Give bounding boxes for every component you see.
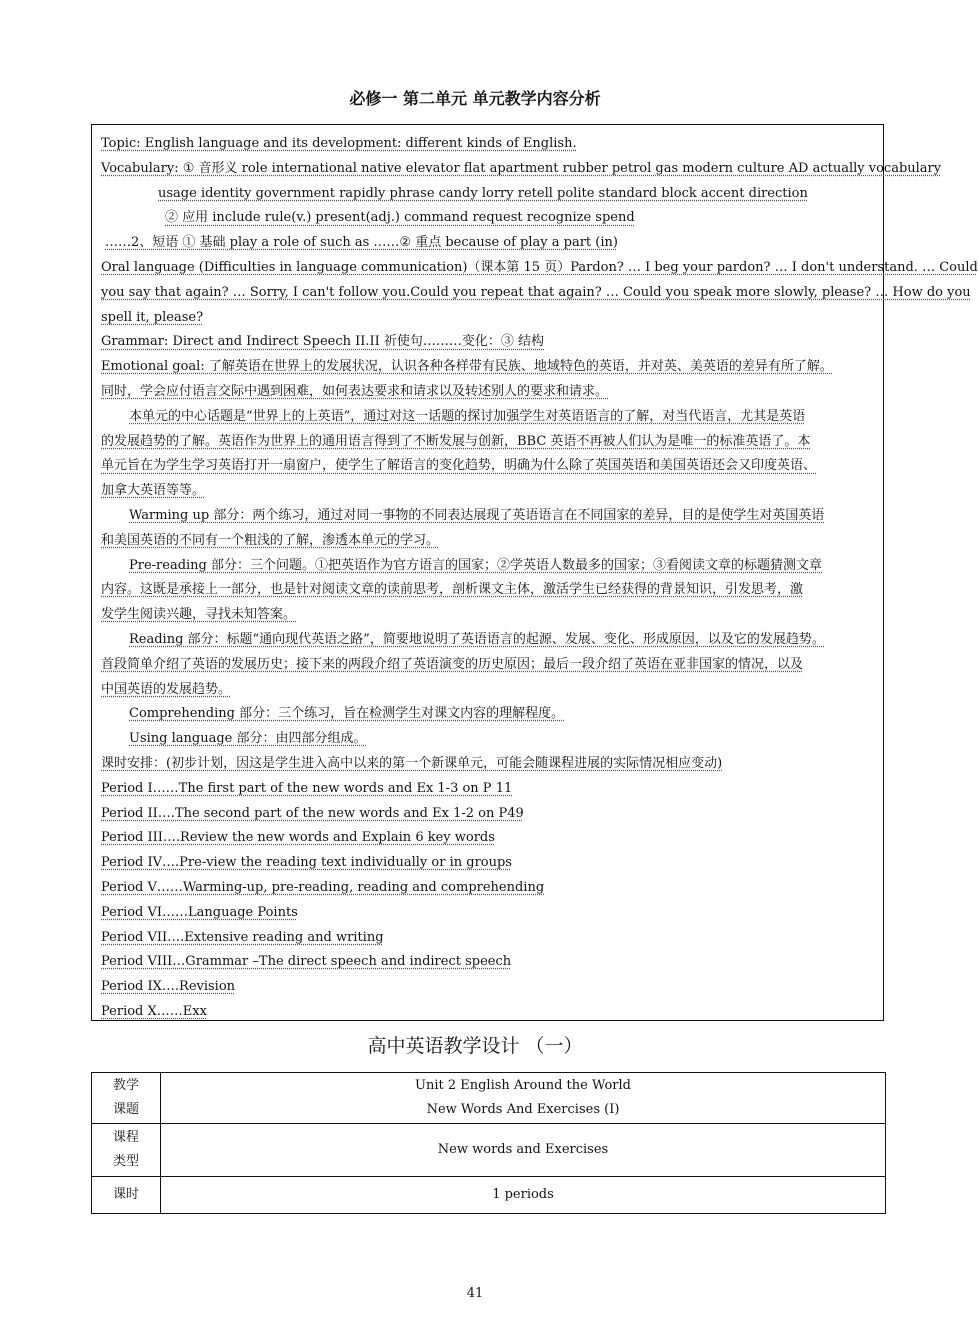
vocabulary-line: Vocabulary: ① 音形义 role international native elevator flat apartment rubber petrol gas modern culture AD actually vocabulary <box>101 160 942 176</box>
label-text: 课程 <box>112 1130 139 1145</box>
center-topic-paragraph: 本单元的中心话题是“世界上的上英语”，通过对这一话题的探讨加强学生对英语语言的了解，对当代语言，尤其是英语 <box>129 408 806 424</box>
periods-label: 课时 <box>92 1177 161 1214</box>
period-item: Period X……Exx <box>101 1003 207 1019</box>
pre-reading-paragraph: 内容。这既是承接上一部分，也是针对阅读文章的读前思考，剖析课文主体，激活学生已经获得的背景知识，引发思考，激 <box>101 582 804 598</box>
phrases-line: ……2、短语 ① 基础 play a role of such as ……② 重点 because of play a part (in) <box>105 235 618 251</box>
period-item: Period VI……Language Points <box>101 904 298 920</box>
period-item: Period VII….Extensive reading and writing <box>101 929 384 945</box>
course-type-value: New words and Exercises <box>161 1124 886 1177</box>
pre-reading-paragraph: 发学生阅读兴趣，寻找未知答案。 <box>101 607 297 623</box>
center-topic-paragraph: 的发展趋势的了解。英语作为世界上的通用语言得到了不断发展与创新，BBC 英语不再被人们认为是唯一的标准英语了。本 <box>101 433 811 449</box>
lesson-topic-value <box>161 1073 886 1124</box>
emotional-goal-line: Emotional goal: 了解英语在世界上的发展状况，认识各种各样带有民族、地域特色的英语，并对英、美英语的差异有所了解。 <box>101 359 833 375</box>
period-item: Period V……Warming-up, pre-reading, reading and comprehending <box>101 879 545 895</box>
label-text: 类型 <box>112 1154 139 1169</box>
using-language-line: Using language 部分：由四部分组成。 <box>129 731 367 747</box>
grammar-line: Grammar: Direct and Indirect Speech II.II 祈使句………变化：③ 结构 <box>101 334 545 350</box>
period-item: Period II….The second part of the new words and Ex 1-2 on P49 <box>101 805 524 821</box>
period-item: Period VIII…Grammar –The direct speech and indirect speech <box>101 954 512 970</box>
center-topic-paragraph: 加拿大英语等等。 <box>101 483 206 499</box>
comprehending-line: Comprehending 部分：三个练习，旨在检测学生对课文内容的理解程度。 <box>129 706 565 722</box>
emotional-goal-line: 同时，学会应付语言交际中遇到困难，如何表达要求和请求以及转述别人的要求和请求。 <box>101 383 609 399</box>
table-row <box>92 1124 886 1177</box>
center-topic-paragraph: 单元旨在为学生学习英语打开一扇窗户，使学生了解语言的变化趋势，明确为什么除了英国英语和美国英语还会又印度英语、 <box>101 458 817 474</box>
page-number: 41 <box>466 1286 484 1301</box>
table-row <box>92 1177 886 1214</box>
lesson-info-table <box>91 1072 886 1214</box>
design-title: 高中英语教学设计 （一） <box>367 1035 583 1057</box>
vocabulary-line: ② 应用 include rule(v.) present(adj.) command request recognize spend <box>165 210 635 226</box>
lesson-topic-label <box>92 1073 161 1124</box>
oral-language-line: Oral language (Difficulties in language communication)（课本第 15 页）Pardon? … I beg your pardon? … I don't understand. … Could <box>101 259 978 275</box>
topic-line: Topic: English language and its development: different kinds of English. <box>101 136 577 151</box>
table-row <box>92 1073 886 1124</box>
schedule-line: 课时安排：(初步计划，因这是学生进入高中以来的第一个新课单元，可能会随课程进展的实际情况相应变动) <box>101 755 723 771</box>
reading-paragraph: Reading 部分：标题“通向现代英语之路”，简要地说明了英语语言的起源、发展、变化、形成原因，以及它的发展趋势。 <box>129 631 825 647</box>
reading-paragraph: 中国英语的发展趋势。 <box>101 681 232 697</box>
label-text: 课题 <box>112 1102 139 1117</box>
pre-reading-paragraph: Pre-reading 部分：三个问题。①把英语作为官方语言的国家；②学英语人数最多的国家；③看阅读文章的标题猜测文章 <box>129 557 823 573</box>
oral-language-line: spell it, please? <box>101 309 204 325</box>
lesson-subtitle: New Words And Exercises (I) <box>426 1102 620 1117</box>
label-text: 教学 <box>112 1078 139 1093</box>
vocabulary-line: usage identity government rapidly phrase candy lorry retell polite standard block accent direction <box>158 185 808 201</box>
warming-up-paragraph: 和美国英语的不同有一个粗浅的了解，渗透本单元的学习。 <box>101 532 440 548</box>
oral-language-line: you say that again? … Sorry, I can't follow you.Could you repeat that again? … Could you speak more slowly, please? … How do you <box>101 284 971 300</box>
period-item: Period III….Review the new words and Explain 6 key words <box>101 830 495 846</box>
period-item: Period I……The first part of the new words and Ex 1-3 on P 11 <box>101 780 513 796</box>
period-item: Period IV….Pre-view the reading text individually or in groups <box>101 855 512 871</box>
period-item: Period IX….Revision <box>101 979 236 995</box>
periods-value: 1 periods <box>161 1177 886 1214</box>
page-title: 必修一 第二单元 单元教学内容分析 <box>349 89 601 108</box>
unit-analysis-box <box>91 124 978 1021</box>
warming-up-paragraph: Warming up 部分：两个练习，通过对同一事物的不同表达展现了英语语言在不同国家的差异，目的是使学生对英国英语 <box>129 507 825 523</box>
reading-paragraph: 首段简单介绍了英语的发展历史；接下来的两段介绍了英语演变的历史原因；最后一段介绍了英语在亚非国家的情况，以及 <box>101 656 804 672</box>
unit-title: Unit 2 English Around the World <box>415 1078 631 1093</box>
course-type-label <box>92 1124 161 1177</box>
